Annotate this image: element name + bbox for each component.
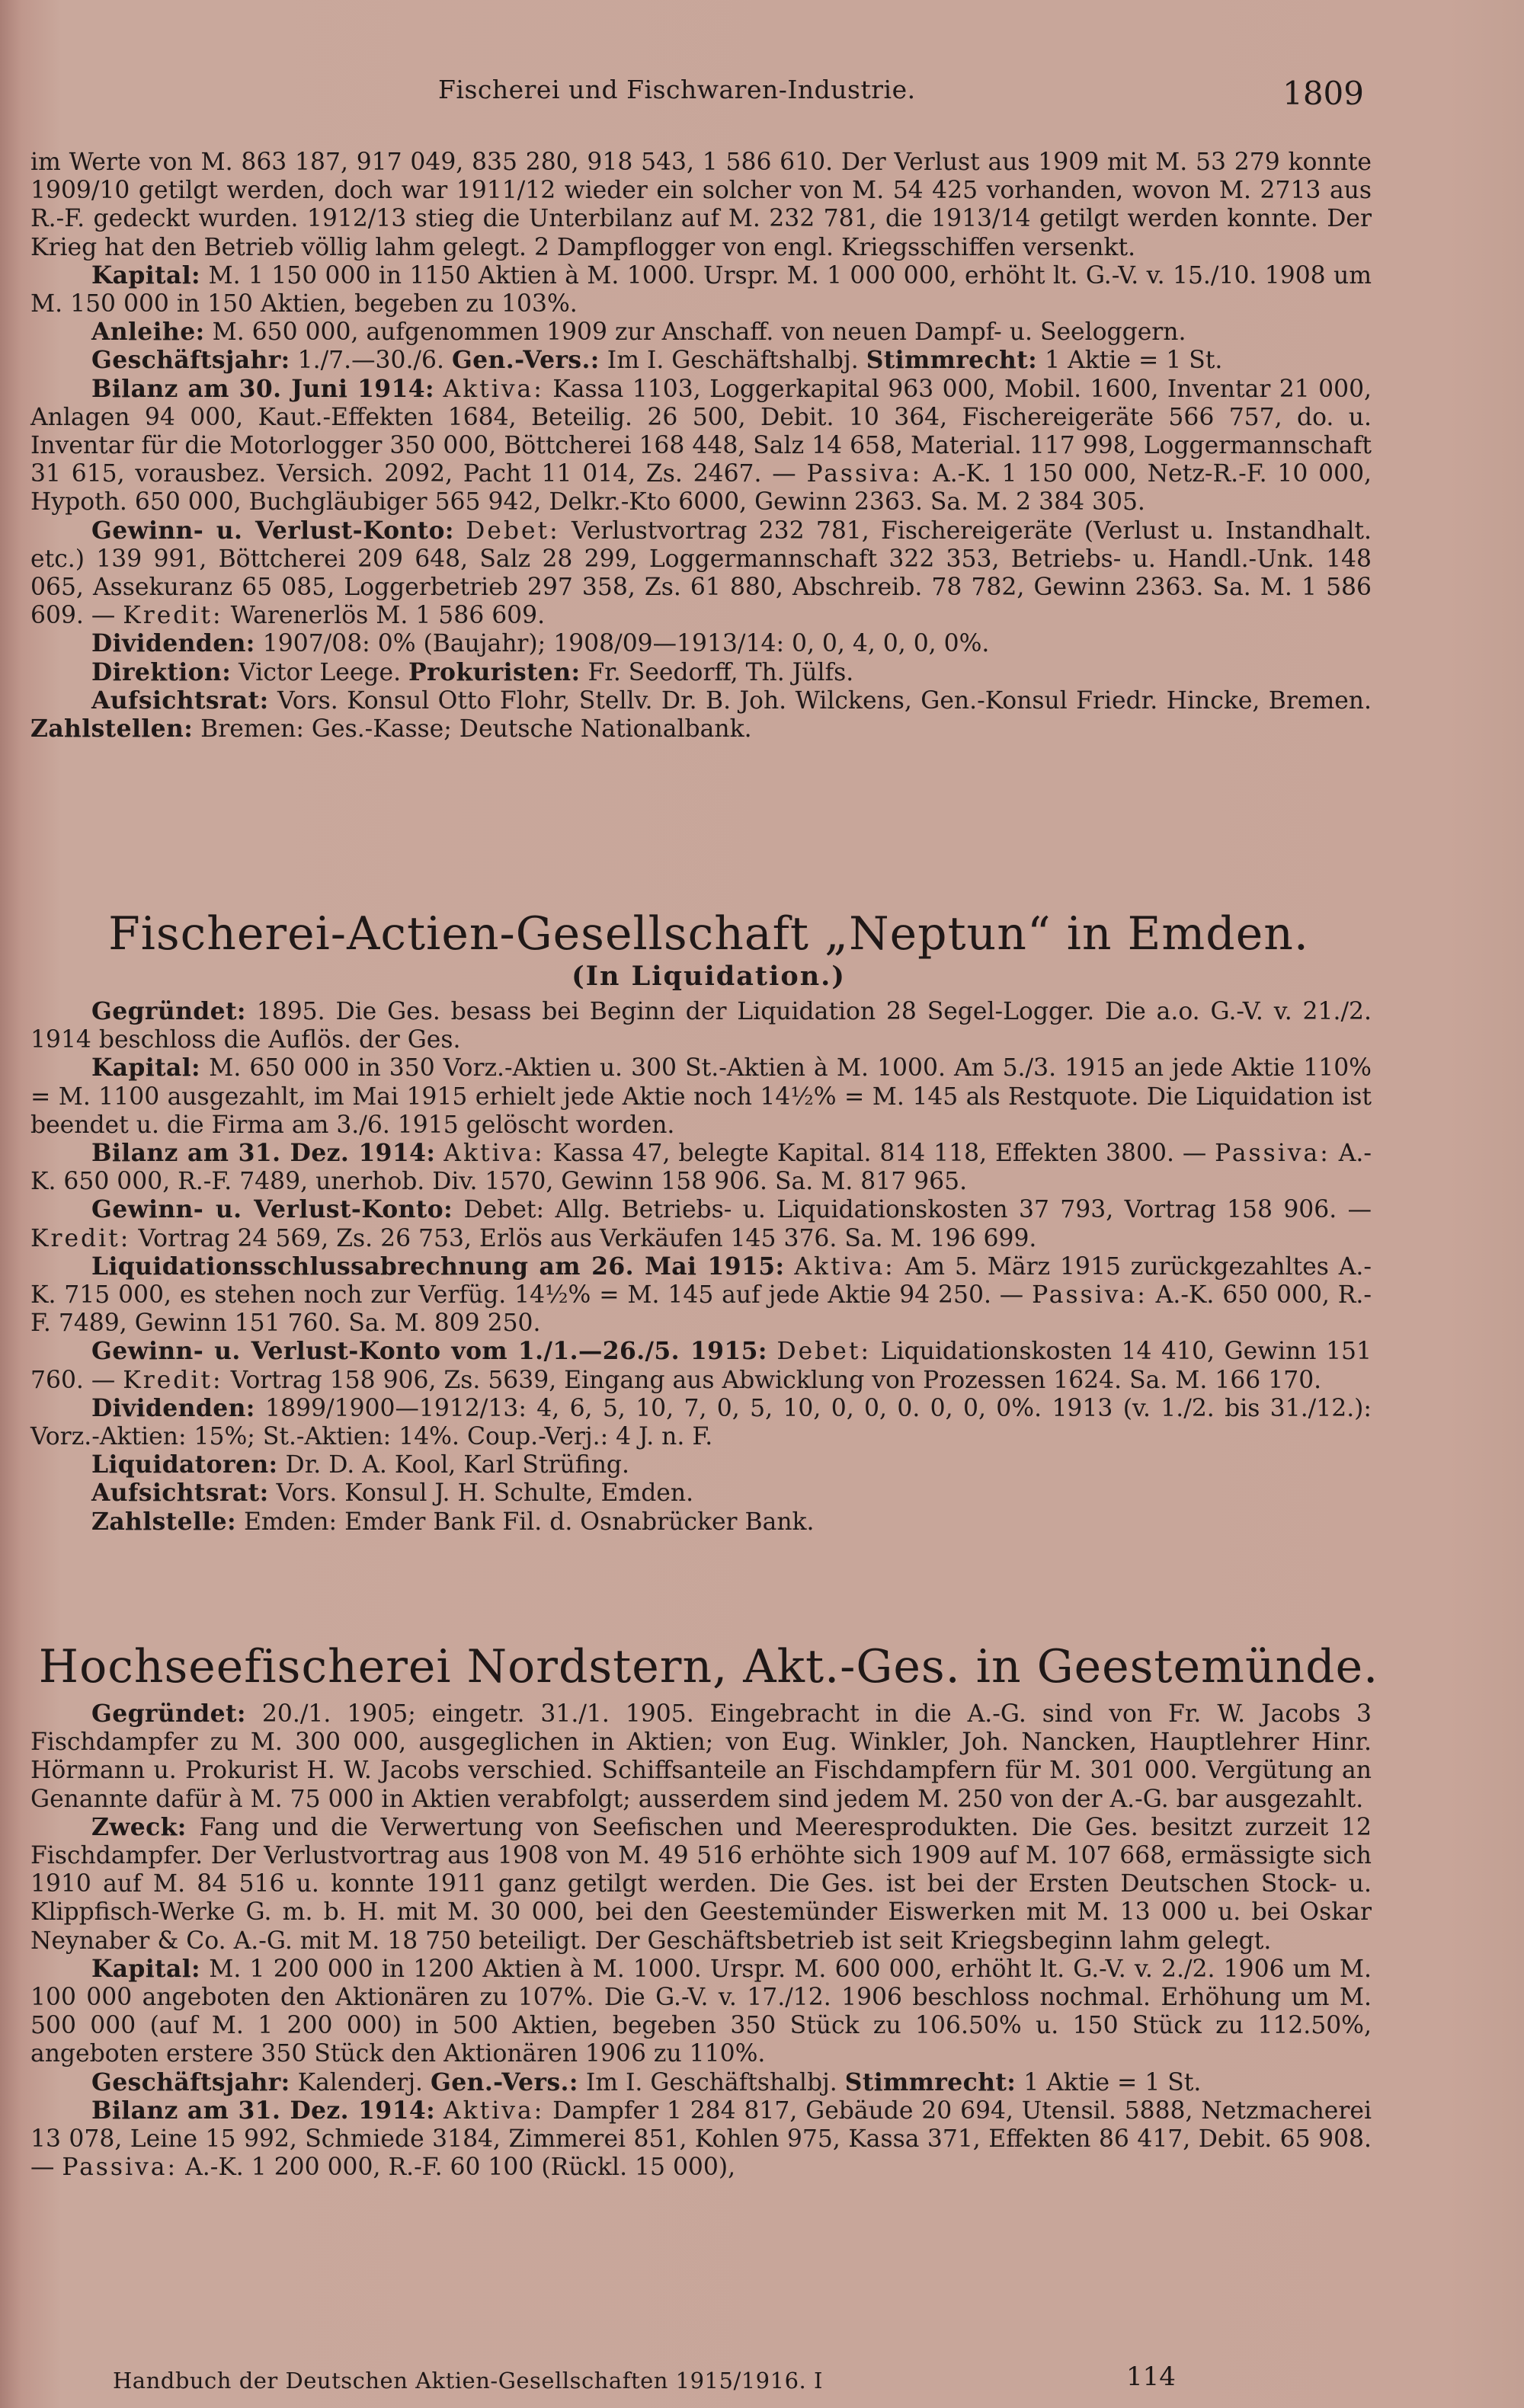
s1-bilanz: Bilanz am 30. Juni 1914: Aktiva: Kassa 1103, Loggerkapital 963 000, Mobil. 1600, Inventar 21 000, Anlagen 94 000, Kaut.-Effekten 1684, Beteilig. 26 500, Debit. 10 364, Fischereigeräte 566 757, do. u. Inventar für die Motorlogger 350 000, Böttcherei 168 448, Salz 14 658, Material. 117 998, Loggermannschaft 31 615, vorausbez. Versich. 2092, Pacht 11 014, Zs. 2467. — Passiva: A.-K. 1 150 000, Netz-R.-F. 10 000, Hypoth. 650 000, Buchgläubiger 565 942, Delkr.-Kto 6000, Gewinn 2363. Sa. M. 2 384 305. [30, 375, 1372, 516]
s3-geschaeftsjahr: Geschäftsjahr: Kalenderj. Gen.-Vers.: Im I. Geschäftshalbj. Stimmrecht: 1 Aktie = 1 St. [91, 2068, 1202, 2096]
section-3-body [30, 1700, 1372, 2182]
s2-kapital: Kapital: M. 650 000 in 350 Vorz.-Aktien u. 300 St.-Aktien à M. 1000. Am 5./3. 1915 an jede Aktie 110% = M. 1100 ausgezahlt, im Mai 1915 erhielt jede Aktie noch 14½% = M. 145 als Restquote. Die Liquidation ist beendet u. die Firma am 3./6. 1915 gelöscht worden. [30, 1054, 1372, 1139]
s1-geschaeftsjahr: Geschäftsjahr: 1./7.—30./6. Gen.-Vers.: Im I. Geschäftshalbj. Stimmrecht: 1 Aktie = 1 St. [91, 347, 1223, 375]
s2-zahlstelle: Zahlstelle: Emden: Emder Bank Fil. d. Osnabrücker Bank. [91, 1508, 815, 1536]
section-2-subtitle: (In Liquidation.) [572, 961, 846, 992]
s1-aufsichtsrat: Aufsichtsrat: Vors. Konsul Otto Flohr, Stellv. Dr. B. Joh. Wilckens, Gen.-Konsul Friedr. Hincke, Bremen. Zahlstellen: Bremen: Ges.-Kasse; Deutsche Nationalbank. [30, 686, 1372, 744]
page-number: 1809 [1282, 75, 1364, 112]
s1-dividenden: Dividenden: 1907/08: 0% (Baujahr); 1908/09—1913/14: 0, 0, 4, 0, 0, 0%. [91, 630, 990, 658]
section-2-body [30, 998, 1372, 1537]
s1-anleihe: Anleihe: M. 650 000, aufgenommen 1909 zur Anschaff. von neuen Dampf- u. Seeloggern. [91, 318, 1186, 347]
section-3-title: Hochseefischerei Nordstern, Akt.-Ges. in Geestemünde. [38, 1640, 1379, 1693]
s3-gegruendet: Gegründet: 20./1. 1905; eingetr. 31./1. 1905. Eingebracht in die A.-G. sind von Fr. W. Jacobs 3 Fischdampfer zu M. 300 000, ausgeglichen in Aktien; von Eug. Winkler, Joh. Nancken, Hauptlehrer Hinr. Hörmann u. Prokurist H. W. Jacobs verschied. Schiffsanteile an Fischdampfern für M. 301 000. Vergütung an Genannte dafür à M. 75 000 in Aktien verabfolgt; ausserdem sind jedem M. 250 von der A.-G. bar ausgezahlt. [30, 1700, 1372, 1813]
sheet-number: 114 [1126, 2362, 1176, 2392]
section-2-title: Fischerei-Actien-Gesellschaft „Neptun“ in Emden. [108, 907, 1309, 961]
s2-bilanz: Bilanz am 31. Dez. 1914: Aktiva: Kassa 47, belegte Kapital. 814 118, Effekten 3800. — Passiva: A.-K. 650 000, R.-F. 7489, unerhob. Div. 1570, Gewinn 158 906. Sa. M. 817 965. [30, 1140, 1372, 1196]
s2-guv-liquidation: Gewinn- u. Verlust-Konto vom 1./1.—26./5. 1915: Debet: Liquidationskosten 14 410, Gewinn 151 760. — Kredit: Vortrag 158 906, Zs. 5639, Eingang aus Abwicklung von Prozessen 1624. Sa. M. 166 170. [30, 1338, 1372, 1394]
s2-dividenden: Dividenden: 1899/1900—1912/13: 4, 6, 5, 10, 7, 0, 5, 10, 0, 0, 0. 0, 0, 0%. 1913 (v. 1./2. bis 31./12.): Vorz.-Aktien: 15%; St.-Aktien: 14%. Coup.-Verj.: 4 J. n. F. [30, 1394, 1372, 1451]
s2-guv: Gewinn- u. Verlust-Konto: Debet: Allg. Betriebs- u. Liquidationskosten 37 793, Vortrag 158 906. — Kredit: Vortrag 24 569, Zs. 26 753, Erlös aus Verkäufen 145 376. Sa. M. 196 699. [30, 1196, 1372, 1252]
s2-aufsichtsrat: Aufsichtsrat: Vors. Konsul J. H. Schulte, Emden. [91, 1479, 694, 1508]
page-footer: Handbuch der Deutschen Aktien-Gesellschaften 1915/1916. I [113, 2368, 823, 2394]
s1-intro: im Werte von M. 863 187, 917 049, 835 280, 918 543, 1 586 610. Der Verlust aus 1909 mit M. 53 279 konnte 1909/10 getilgt werden, doch war 1911/12 wieder ein solcher von M. 54 425 vorhanden, wovon M. 2713 aus R.-F. gedeckt wurden. 1912/13 stieg die Unterbilanz auf M. 232 781, die 1913/14 getilgt werden konnte. Der Krieg hat den Betrieb völlig lahm gelegt. 2 Dampflogger von engl. Kriegsschiffen versenkt. [30, 149, 1372, 261]
s3-kapital: Kapital: M. 1 200 000 in 1200 Aktien à M. 1000. Urspr. M. 600 000, erhöht lt. G.-V. v. 2./2. 1906 um M. 100 000 angeboten den Aktionären zu 107%. Die G.-V. v. 17./12. 1906 beschloss nochmal. Erhöhung um M. 500 000 (auf M. 1 200 000) in 500 Aktien, begeben 350 Stück zu 106.50% u. 150 Stück zu 112.50%, angeboten erstere 350 Stück den Aktionären 1906 zu 110%. [30, 1955, 1372, 2068]
s2-gegruendet: Gegründet: 1895. Die Ges. besass bei Beginn der Liquidation 28 Segel-Logger. Die a.o. G.-V. v. 21./2. 1914 beschloss die Auflös. der Ges. [30, 998, 1372, 1054]
s1-direktion: Direktion: Victor Leege. Prokuristen: Fr. Seedorff, Th. Jülfs. [91, 658, 854, 686]
s2-liquidationsschluss: Liquidationsschlussabrechnung am 26. Mai 1915: Aktiva: Am 5. März 1915 zurückgezahltes A.-K. 715 000, es stehen noch zur Verfüg. 14½% = M. 145 auf jede Aktie 94 250. — Passiva: A.-K. 650 000, R.-F. 7489, Gewinn 151 760. Sa. M. 809 250. [30, 1252, 1372, 1338]
s1-kapital: Kapital: M. 1 150 000 in 1150 Aktien à M. 1000. Urspr. M. 1 000 000, erhöht lt. G.-V. v. 15./10. 1908 um M. 150 000 in 150 Aktien, begeben zu 103%. [30, 261, 1372, 318]
running-title: Fischerei und Fischwaren-Industrie. [438, 75, 916, 104]
s3-bilanz: Bilanz am 31. Dez. 1914: Aktiva: Dampfer 1 284 817, Gebäude 20 694, Utensil. 5888, Netzmacherei 13 078, Leine 15 992, Schmiede 3184, Zimmerei 851, Kohlen 975, Kassa 371, Effekten 86 417, Debit. 65 908. — Passiva: A.-K. 1 200 000, R.-F. 60 100 (Rückl. 15 000), [30, 2096, 1372, 2182]
s1-guv: Gewinn- u. Verlust-Konto: Debet: Verlustvortrag 232 781, Fischereigeräte (Verlust u. Instandhalt. etc.) 139 991, Böttcherei 209 648, Salz 28 299, Loggermannschaft 322 353, Betriebs- u. Handl.-Unk. 148 065, Assekuranz 65 085, Loggerbetrieb 297 358, Zs. 61 880, Abschreib. 78 782, Gewinn 2363. Sa. M. 1 586 609. — Kredit: Warenerlös M. 1 586 609. [30, 516, 1372, 630]
section-1-body [30, 149, 1372, 744]
s2-liquidatoren: Liquidatoren: Dr. D. A. Kool, Karl Strüfing. [91, 1451, 629, 1479]
s3-zweck: Zweck: Fang und die Verwertung von Seefischen und Meeresprodukten. Die Ges. besitzt zurzeit 12 Fischdampfer. Der Verlustvortrag aus 1908 von M. 49 516 erhöhte sich 1909 auf M. 107 668, ermässigte sich 1910 auf M. 84 516 u. konnte 1911 ganz getilgt werden. Die Ges. ist bei der Ersten Deutschen Stock- u. Klippfisch-Werke G. m. b. H. mit M. 30 000, bei den Geestemünder Eiswerken mit M. 13 000 u. bei Oskar Neynaber & Co. A.-G. mit M. 18 750 beteiligt. Der Geschäftsbetrieb ist seit Kriegsbeginn lahm gelegt. [30, 1813, 1372, 1955]
page-header [0, 75, 1524, 128]
